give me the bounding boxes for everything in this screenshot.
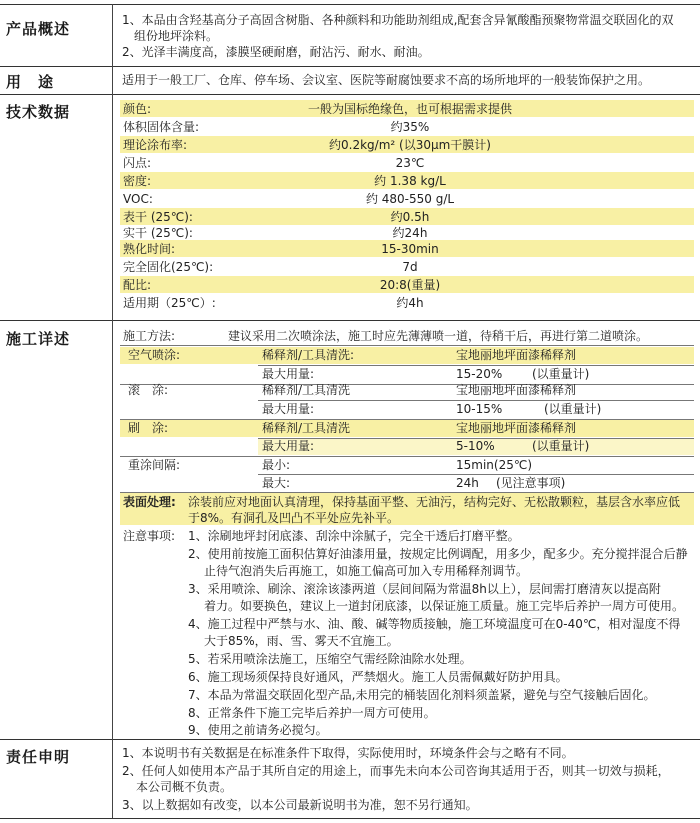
interval-max-value: 24h	[456, 476, 479, 490]
roll-max-value: 10-15%	[456, 402, 503, 416]
spray-diluent-key: 稀释剂/工具清洗:	[262, 348, 355, 362]
spray-max-value: 15-20%	[456, 367, 503, 381]
tech-label: 配比:	[123, 278, 152, 292]
spray-diluent-value: 宝地丽地坪面漆稀释剂	[456, 348, 577, 362]
brush-max-note: (以重量计)	[532, 439, 590, 453]
note-line: 3、采用喷涂、刷涂、滚涂该漆两道（层间间隔为常温8h以上），层间需打磨清灰以提高附	[188, 582, 661, 596]
tech-value: 约35%	[390, 120, 430, 134]
section-title-construction: 施工详述	[6, 330, 71, 348]
note-line: 2、使用前按施工面积估算好油漆用量，按规定比例调配，用多少，配多少。充分搅拌混合后静	[188, 547, 688, 561]
brush-band	[120, 420, 694, 437]
tech-value: 15-30min	[381, 242, 439, 256]
note-line: 1、涂刷地坪封闭底漆、刮涂中涂腻子，完全干透后打磨平整。	[188, 529, 520, 543]
overview-line: 组份地坪涂料。	[134, 29, 219, 43]
note-line: 止待气泡消失后再施工，如施工偏高可加入专用稀释剂调节。	[204, 564, 529, 578]
roll-diluent-value: 宝地丽地坪面漆稀释剂	[456, 383, 577, 397]
roll-max-key: 最大用量:	[262, 402, 315, 416]
tech-value: 一般为国标绝缘色，也可根据需求提供	[307, 102, 512, 116]
note-line: 6、施工现场须保持良好通风，严禁烟火。施工人员需佩戴好防护用具。	[188, 670, 568, 684]
tech-value: 约 480-550 g/L	[365, 192, 455, 206]
interval-min-key: 最小:	[262, 458, 291, 472]
section-divider	[0, 4, 700, 5]
roll-label: 滚 涂:	[128, 383, 169, 397]
row-rule	[120, 345, 694, 346]
tech-value: 约0.5h	[390, 210, 430, 224]
surface-line: 涂装前应对地面认真清理，保持基面平整、无油污，结构完好、无松散颗粒，基层含水率应低	[188, 495, 681, 509]
tech-label: 体积固体含量:	[123, 120, 200, 134]
tech-label: 实干 (25℃):	[123, 226, 193, 240]
spray-label: 空气喷涂:	[128, 348, 181, 362]
tech-value: 约 1.38 kg/L	[374, 174, 446, 188]
brush-diluent-value: 宝地丽地坪面漆稀释剂	[456, 421, 577, 435]
roll-diluent-key: 稀释剂/工具清洗	[262, 383, 351, 397]
spray-max-key: 最大用量:	[262, 367, 315, 381]
note-line: 5、若采用喷涂法施工，压缩空气需经除油除水处理。	[188, 652, 472, 666]
liability-line: 本公司概不负责。	[136, 780, 233, 794]
tech-value: 约4h	[396, 296, 424, 310]
section-divider	[0, 739, 700, 740]
usage-text: 适用于一般工厂、仓库、停车场、会议室、医院等耐腐蚀要求不高的场所地坪的一般装饰保护之用。	[122, 73, 651, 87]
tech-label: 密度:	[123, 174, 152, 188]
liability-line: 1、本说明书有关数据是在标准条件下取得，实际使用时，环境条件会与之略有不同。	[122, 746, 574, 760]
tech-value: 23℃	[395, 156, 425, 170]
row-rule	[120, 384, 694, 385]
surface-line: 于8%。有洞孔及凹凸不平处应先补平。	[188, 511, 400, 525]
overview-line: 2、光泽丰满度高，漆膜坚硬耐磨，耐沾污、耐水、耐油。	[122, 45, 430, 59]
spray-max-note: (以重量计)	[532, 367, 590, 381]
tech-label: VOC:	[123, 192, 153, 206]
tech-label: 颜色:	[123, 102, 152, 116]
spray-band	[120, 347, 694, 364]
liability-line: 2、任何人如使用本产品于其所自定的用途上，而事先未向本公司咨询其适用于否，则其一切效与损耗，	[122, 764, 670, 778]
section-title-tech: 技术数据	[6, 103, 71, 121]
liability-line: 3、以上数据如有改变，以本公司最新说明书为准，恕不另行通知。	[122, 798, 478, 812]
note-line: 着力。如要换色，建议上一道封闭底漆，以保证施工质量。施工完毕后养护一周方可使用。	[204, 599, 685, 613]
note-line: 大于85%，雨、雪、雾天不宜施工。	[204, 634, 399, 648]
overview-line: 1、本品由含羟基高分子高固含树脂、各种颜料和功能助剂组成,配套含异氰酸酯预聚物常温交联固化的双	[122, 13, 674, 27]
roll-max-note: (以重量计)	[544, 402, 602, 416]
tech-label: 熟化时间:	[123, 242, 176, 256]
section-divider	[0, 818, 700, 819]
tech-value: 7d	[402, 260, 418, 274]
tech-value: 约24h	[392, 226, 428, 240]
tech-label: 闪点:	[123, 156, 152, 170]
interval-max-note: (见注意事项)	[496, 476, 566, 490]
tech-value: 约0.2kg/m² (以30μm干膜计)	[329, 138, 491, 152]
brush-max-value: 5-10%	[456, 439, 495, 453]
interval-label: 重涂间隔:	[128, 458, 181, 472]
section-divider	[0, 320, 700, 321]
notes-label: 注意事项:	[123, 529, 176, 543]
surface-label: 表面处理:	[123, 495, 176, 509]
section-divider	[0, 94, 700, 95]
brush-diluent-key: 稀释剂/工具清洗	[262, 421, 351, 435]
row-rule	[120, 456, 694, 457]
brush-max-key: 最大用量:	[262, 439, 315, 453]
tech-value: 20:8(重量)	[379, 278, 441, 292]
section-title-liability: 责任申明	[6, 748, 71, 766]
method-text: 建议采用二次喷涂法，施工时应先薄薄喷一道，待稍干后，再进行第二道喷涂。	[228, 329, 649, 343]
interval-min-value: 15min(25℃)	[456, 458, 533, 472]
section-title-usage: 用 途	[6, 73, 55, 91]
tech-label: 适用期（25℃）:	[123, 296, 216, 310]
note-line: 7、本品为常温交联固化型产品,未用完的桶装固化剂料须盖紧，避免与空气接触后固化。	[188, 688, 656, 702]
section-divider	[0, 66, 700, 67]
note-line: 4、施工过程中严禁与水、油、酸、碱等物质接触，施工环境温度可在0-40℃，相对湿度不得	[188, 617, 681, 631]
brush-label: 刷 涂:	[128, 421, 169, 435]
tech-label: 完全固化(25℃):	[123, 260, 214, 274]
tech-label: 理论涂布率:	[123, 138, 188, 152]
column-divider	[112, 4, 113, 818]
method-label: 施工方法:	[123, 329, 176, 343]
note-line: 9、使用之前请务必搅匀。	[188, 723, 328, 737]
note-line: 8、正常条件下施工完毕后养护一周方可使用。	[188, 706, 436, 720]
interval-max-key: 最大:	[262, 476, 291, 490]
tech-label: 表干 (25℃):	[123, 210, 193, 224]
section-title-overview: 产品概述	[6, 20, 71, 38]
